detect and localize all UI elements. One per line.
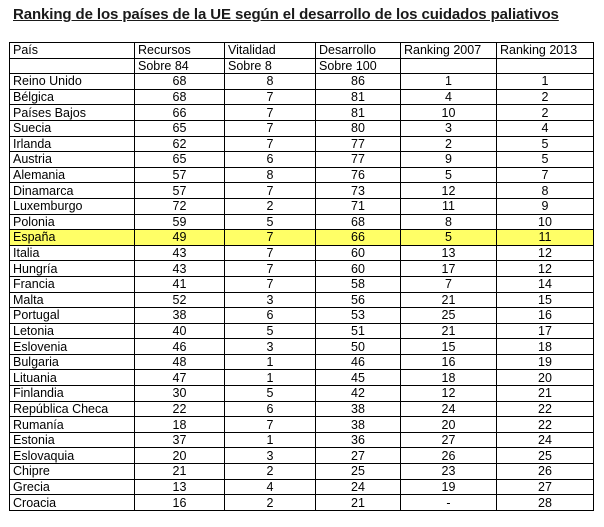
ranking-2013-cell: 5 [497,152,594,168]
resources-cell: 68 [135,89,225,105]
column-header-country: País [10,43,135,59]
unit-vitality: Sobre 8 [225,58,316,74]
table-row [10,432,594,448]
development-cell: 38 [316,417,401,433]
country-cell: Países Bajos [10,105,135,121]
ranking-2013-cell: 17 [497,323,594,339]
table-row [10,417,594,433]
column-header-vitality: Vitalidad [225,43,316,59]
ranking-2013-cell: 2 [497,89,594,105]
ranking-2007-cell: 1 [401,74,497,90]
development-cell: 53 [316,308,401,324]
development-cell: 24 [316,479,401,495]
country-cell: Finlandia [10,386,135,402]
ranking-2013-cell: 20 [497,370,594,386]
resources-cell: 59 [135,214,225,230]
ranking-2013-cell: 25 [497,448,594,464]
development-cell: 50 [316,339,401,355]
ranking-2013-cell: 9 [497,198,594,214]
ranking-table [9,42,594,511]
table-row [10,198,594,214]
development-cell: 60 [316,261,401,277]
country-cell: Eslovenia [10,339,135,355]
development-cell: 80 [316,120,401,136]
vitality-cell: 7 [225,261,316,277]
resources-cell: 65 [135,120,225,136]
vitality-cell: 3 [225,292,316,308]
vitality-cell: 1 [225,432,316,448]
development-cell: 60 [316,245,401,261]
resources-cell: 62 [135,136,225,152]
resources-cell: 66 [135,105,225,121]
unit-ranking-2013 [497,58,594,74]
resources-cell: 38 [135,308,225,324]
development-cell: 27 [316,448,401,464]
country-cell: Portugal [10,308,135,324]
vitality-cell: 5 [225,386,316,402]
ranking-2013-cell: 1 [497,74,594,90]
vitality-cell: 6 [225,152,316,168]
country-cell: Eslovaquia [10,448,135,464]
vitality-cell: 6 [225,401,316,417]
resources-cell: 20 [135,448,225,464]
country-cell: Reino Unido [10,74,135,90]
table-row [10,323,594,339]
vitality-cell: 7 [225,136,316,152]
country-cell: Malta [10,292,135,308]
resources-cell: 47 [135,370,225,386]
ranking-2013-cell: 7 [497,167,594,183]
development-cell: 77 [316,152,401,168]
resources-cell: 18 [135,417,225,433]
country-cell: Rumanía [10,417,135,433]
table-row [10,276,594,292]
resources-cell: 43 [135,261,225,277]
vitality-cell: 4 [225,479,316,495]
development-cell: 66 [316,230,401,246]
ranking-2013-cell: 10 [497,214,594,230]
column-header-ranking-2007: Ranking 2007 [401,43,497,59]
resources-cell: 57 [135,183,225,199]
table-body [10,74,594,511]
development-cell: 21 [316,495,401,511]
vitality-cell: 8 [225,74,316,90]
resources-cell: 57 [135,167,225,183]
table-row [10,448,594,464]
vitality-cell: 5 [225,323,316,339]
table-row [10,479,594,495]
country-cell: Dinamarca [10,183,135,199]
ranking-2013-cell: 21 [497,386,594,402]
resources-cell: 49 [135,230,225,246]
column-header-ranking-2013: Ranking 2013 [497,43,594,59]
development-cell: 77 [316,136,401,152]
ranking-2013-cell: 12 [497,261,594,277]
table-row [10,89,594,105]
development-cell: 42 [316,386,401,402]
table-row [10,245,594,261]
development-cell: 86 [316,74,401,90]
country-cell: Alemania [10,167,135,183]
vitality-cell: 7 [225,245,316,261]
unit-development: Sobre 100 [316,58,401,74]
resources-cell: 68 [135,74,225,90]
resources-cell: 43 [135,245,225,261]
table-row-highlighted [10,230,594,246]
country-cell: Suecia [10,120,135,136]
resources-cell: 65 [135,152,225,168]
development-cell: 73 [316,183,401,199]
country-cell: España [10,230,135,246]
resources-cell: 48 [135,354,225,370]
vitality-cell: 1 [225,354,316,370]
ranking-2007-cell: 2 [401,136,497,152]
vitality-cell: 7 [225,276,316,292]
country-cell: Hungría [10,261,135,277]
table-row [10,354,594,370]
development-cell: 81 [316,105,401,121]
ranking-2007-cell: 7 [401,276,497,292]
ranking-2013-cell: 12 [497,245,594,261]
resources-cell: 46 [135,339,225,355]
table-row [10,464,594,480]
ranking-2007-cell: 9 [401,152,497,168]
ranking-2007-cell: 4 [401,89,497,105]
ranking-2013-cell: 24 [497,432,594,448]
table-row [10,105,594,121]
table-row [10,292,594,308]
ranking-2013-cell: 22 [497,417,594,433]
ranking-2007-cell: 24 [401,401,497,417]
unit-resources: Sobre 84 [135,58,225,74]
table-row [10,183,594,199]
ranking-2013-cell: 27 [497,479,594,495]
ranking-2007-cell: 15 [401,339,497,355]
country-cell: Luxemburgo [10,198,135,214]
country-cell: Bélgica [10,89,135,105]
country-cell: Croacia [10,495,135,511]
ranking-2007-cell: 26 [401,448,497,464]
ranking-2013-cell: 11 [497,230,594,246]
ranking-2007-cell: 27 [401,432,497,448]
column-header-development: Desarrollo [316,43,401,59]
vitality-cell: 2 [225,464,316,480]
table-units-row [10,58,594,74]
vitality-cell: 7 [225,120,316,136]
ranking-2007-cell: 18 [401,370,497,386]
resources-cell: 30 [135,386,225,402]
ranking-2007-cell: 11 [401,198,497,214]
vitality-cell: 7 [225,89,316,105]
table-row [10,308,594,324]
resources-cell: 16 [135,495,225,511]
vitality-cell: 7 [225,417,316,433]
development-cell: 81 [316,89,401,105]
vitality-cell: 5 [225,214,316,230]
vitality-cell: 1 [225,370,316,386]
ranking-2013-cell: 26 [497,464,594,480]
column-header-resources: Recursos [135,43,225,59]
development-cell: 38 [316,401,401,417]
ranking-2013-cell: 14 [497,276,594,292]
ranking-2007-cell: - [401,495,497,511]
vitality-cell: 2 [225,198,316,214]
ranking-2007-cell: 10 [401,105,497,121]
ranking-2007-cell: 8 [401,214,497,230]
country-cell: Letonia [10,323,135,339]
ranking-2013-cell: 16 [497,308,594,324]
ranking-2013-cell: 15 [497,292,594,308]
resources-cell: 37 [135,432,225,448]
table-row [10,74,594,90]
ranking-2013-cell: 5 [497,136,594,152]
vitality-cell: 7 [225,105,316,121]
country-cell: Grecia [10,479,135,495]
ranking-2013-cell: 18 [497,339,594,355]
table-row [10,495,594,511]
development-cell: 58 [316,276,401,292]
ranking-2007-cell: 5 [401,167,497,183]
development-cell: 76 [316,167,401,183]
ranking-2013-cell: 28 [497,495,594,511]
resources-cell: 22 [135,401,225,417]
country-cell: Chipre [10,464,135,480]
table-row [10,339,594,355]
ranking-2007-cell: 25 [401,308,497,324]
ranking-2007-cell: 19 [401,479,497,495]
ranking-2007-cell: 3 [401,120,497,136]
ranking-2007-cell: 21 [401,292,497,308]
ranking-2013-cell: 4 [497,120,594,136]
table-row [10,136,594,152]
page-title: Ranking de los países de la UE según el desarrollo de los cuidados paliativos [13,6,559,23]
country-cell: Italia [10,245,135,261]
table-header-row [10,43,594,59]
table-row [10,214,594,230]
ranking-2007-cell: 5 [401,230,497,246]
development-cell: 68 [316,214,401,230]
country-cell: Bulgaria [10,354,135,370]
unit-ranking-2007 [401,58,497,74]
table-row [10,152,594,168]
table-row [10,386,594,402]
resources-cell: 52 [135,292,225,308]
vitality-cell: 7 [225,230,316,246]
ranking-2007-cell: 16 [401,354,497,370]
development-cell: 45 [316,370,401,386]
vitality-cell: 7 [225,183,316,199]
table-row [10,120,594,136]
table-row [10,370,594,386]
country-cell: Polonia [10,214,135,230]
ranking-2013-cell: 8 [497,183,594,199]
development-cell: 56 [316,292,401,308]
vitality-cell: 2 [225,495,316,511]
country-cell: República Checa [10,401,135,417]
development-cell: 46 [316,354,401,370]
resources-cell: 21 [135,464,225,480]
vitality-cell: 6 [225,308,316,324]
ranking-2013-cell: 22 [497,401,594,417]
vitality-cell: 8 [225,167,316,183]
unit-country [10,58,135,74]
ranking-2007-cell: 21 [401,323,497,339]
ranking-2007-cell: 23 [401,464,497,480]
ranking-2007-cell: 12 [401,183,497,199]
ranking-2013-cell: 2 [497,105,594,121]
ranking-2007-cell: 12 [401,386,497,402]
resources-cell: 72 [135,198,225,214]
ranking-2007-cell: 13 [401,245,497,261]
country-cell: Estonia [10,432,135,448]
ranking-2007-cell: 17 [401,261,497,277]
ranking-2013-cell: 19 [497,354,594,370]
resources-cell: 41 [135,276,225,292]
country-cell: Lituania [10,370,135,386]
ranking-2007-cell: 20 [401,417,497,433]
country-cell: Irlanda [10,136,135,152]
vitality-cell: 3 [225,339,316,355]
table-row [10,401,594,417]
development-cell: 51 [316,323,401,339]
development-cell: 36 [316,432,401,448]
table-row [10,167,594,183]
vitality-cell: 3 [225,448,316,464]
resources-cell: 40 [135,323,225,339]
resources-cell: 13 [135,479,225,495]
development-cell: 71 [316,198,401,214]
development-cell: 25 [316,464,401,480]
table-row [10,261,594,277]
country-cell: Austria [10,152,135,168]
country-cell: Francia [10,276,135,292]
